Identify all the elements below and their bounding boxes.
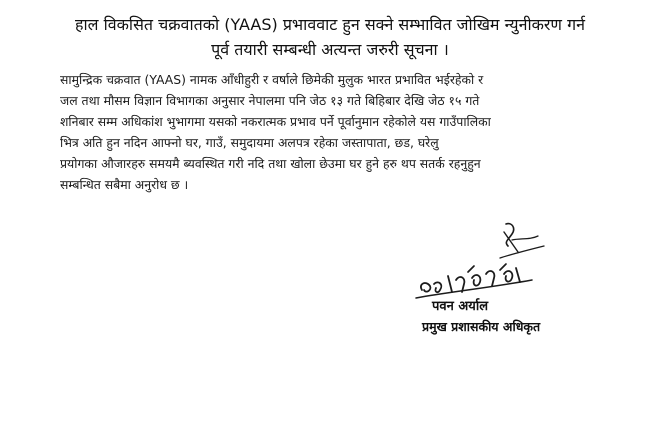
signatory-name: पवन अर्याल: [432, 299, 489, 314]
notice-title-line-2: पूर्व तयारी सम्बन्धी अत्यन्त जरुरी सूचना ।: [211, 40, 449, 59]
signatory-designation: प्रमुख प्रशासकीय अधिकृत: [422, 319, 541, 334]
notice-body-line-5: प्रयोगका औजारहरु समयमै ब्यवस्थित गरी नदि तथा खोला छेउमा घर हुने हरु थप सतर्क रहनुहुन: [60, 156, 481, 171]
notice-body-line-2: जल तथा मौसम विज्ञान विभागका अनुसार नेपालमा पनि जेठ १३ गते बिहिबार देखि जेठ १५ गते: [60, 93, 480, 108]
notice-body-line-4: भित्र अति हुन नदिन आफ्नो घर, गाउँ, समुदायमा अलपत्र रहेका जस्तापाता, छड, घरेलु: [60, 135, 439, 150]
notice-body-line-1: सामुन्द्रिक चक्रवात (YAAS) नामक आँधीहुरी र वर्षाले छिमेकी मुलुक भारत प्रभावित भईरहेको र: [60, 72, 484, 87]
notice-title-line-1: हाल विकसित चक्रवातको (YAAS) प्रभाववाट हुन सक्ने सम्भावित जोखिम न्युनीकरण गर्न: [75, 15, 585, 34]
notice-body-line-6: सम्बन्धित सबैमा अनुरोध छ ।: [60, 177, 189, 192]
handwritten-signature: [408, 218, 558, 310]
notice-body-line-3: शनिबार सम्म अधिकांश भुभागमा यसको नकरात्मक प्रभाव पर्ने पूर्वानुमान रहेकोले यस गाउँपालिका: [60, 114, 491, 129]
